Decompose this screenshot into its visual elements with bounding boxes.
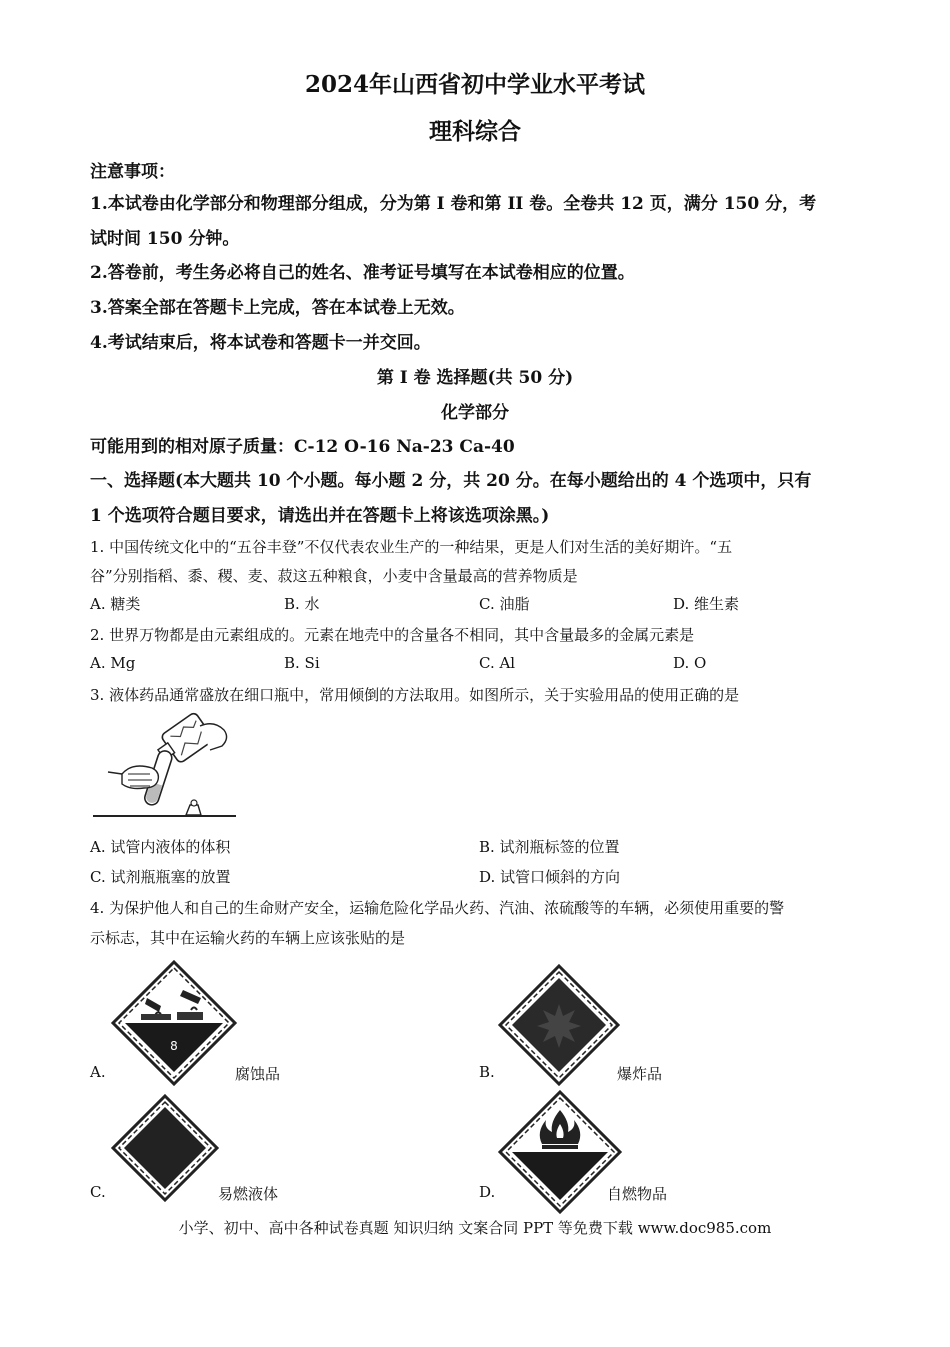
q1-stem-line-2: 谷”分别指稻、黍、稷、麦、菽这五种粮食，小麦中含量最高的营养物质是 — [90, 567, 578, 585]
notes-heading: 注意事项： — [90, 162, 175, 182]
q4-option-b-label: 爆炸品 — [617, 1065, 663, 1083]
q3-option-a: A. 试管内液体的体积 — [90, 838, 231, 856]
q3-option-b: B. 试剂瓶标签的位置 — [479, 838, 620, 856]
note-1-line-2: 试时间 150 分钟。 — [90, 229, 240, 249]
q1-option-b: B. 水 — [284, 595, 320, 613]
q3-option-c: C. 试剂瓶瓶塞的放置 — [90, 868, 231, 886]
q3-option-d: D. 试管口倾斜的方向 — [479, 868, 621, 886]
q1-option-c: C. 油脂 — [479, 595, 530, 613]
flammable-liquid-sign-icon — [111, 1094, 219, 1202]
atomic-masses: 可能用到的相对原子质量：C-12 O-16 Na-23 Ca-40 — [90, 437, 515, 457]
q4-stem-line-1: 4. 为保护他人和自己的生命财产安全，运输危险化学品火药、汽油、浓硫酸等的车辆，必须使用重要的警 — [90, 899, 785, 917]
q4-stem-line-2: 示标志，其中在运输火药的车辆上应该张贴的是 — [90, 929, 406, 947]
q3-stem: 3. 液体药品通常盛放在细口瓶中，常用倾倒的方法取用。如图所示，关于实验用品的使用正确的是 — [90, 686, 740, 704]
volume-heading: 第 I 卷 选择题(共 50 分) — [376, 368, 574, 388]
corrosive-sign-icon — [111, 960, 237, 1086]
instruction-line-1: 一、选择题(本大题共 10 个小题。每小题 2 分，共 20 分。在每小题给出的 4 个选项中，只有 — [90, 471, 812, 491]
note-2: 2.答卷前，考生务必将自己的姓名、准考证号填写在本试卷相应的位置。 — [90, 263, 635, 283]
exam-subtitle: 理科综合 — [429, 118, 521, 145]
spontaneous-combustion-sign-icon — [498, 1090, 622, 1214]
q2-option-b: B. Si — [284, 654, 320, 672]
q4-option-d-label: 自燃物品 — [607, 1185, 668, 1203]
q2-option-d: D. O — [673, 654, 707, 672]
exam-title: 2024年山西省初中学业水平考试 — [304, 71, 645, 98]
note-1-line-1: 1.本试卷由化学部分和物理部分组成，分为第 I 卷和第 II 卷。全卷共 12 页，满分 150 分，考 — [90, 194, 817, 214]
q4-option-c-letter: C. — [90, 1183, 106, 1201]
part-heading: 化学部分 — [441, 403, 509, 423]
q4-option-c-label: 易燃液体 — [218, 1185, 279, 1203]
q4-option-a-label: 腐蚀品 — [235, 1065, 281, 1083]
q2-option-c: C. Al — [479, 654, 516, 672]
pouring-liquid-illustration — [88, 712, 248, 822]
q2-option-a: A. Mg — [90, 654, 136, 672]
corrosive-sign-number: 8 — [170, 1039, 178, 1053]
q1-option-d: D. 维生素 — [673, 595, 740, 613]
q4-option-a-letter: A. — [90, 1063, 106, 1081]
q1-stem-line-1: 1. 中国传统文化中的“五谷丰登”不仅代表农业生产的一种结果，更是人们对生活的美好期许。“五 — [90, 538, 733, 556]
note-3: 3.答案全部在答题卡上完成，答在本试卷上无效。 — [90, 298, 465, 318]
q4-option-d-letter: D. — [479, 1183, 496, 1201]
note-4: 4.考试结束后，将本试卷和答题卡一并交回。 — [90, 333, 431, 353]
q4-option-b-letter: B. — [479, 1063, 495, 1081]
instruction-line-2: 1 个选项符合题目要求，请选出并在答题卡上将该选项涂黑。) — [90, 506, 550, 526]
q2-stem: 2. 世界万物都是由元素组成的。元素在地壳中的含量各不相同，其中含量最多的金属元素是 — [90, 626, 695, 644]
footer-text: 小学、初中、高中各种试卷真题 知识归纳 文案合同 PPT 等免费下载 www.doc985.com — [178, 1219, 772, 1237]
q1-option-a: A. 糖类 — [90, 595, 141, 613]
explosive-sign-icon — [498, 964, 620, 1086]
